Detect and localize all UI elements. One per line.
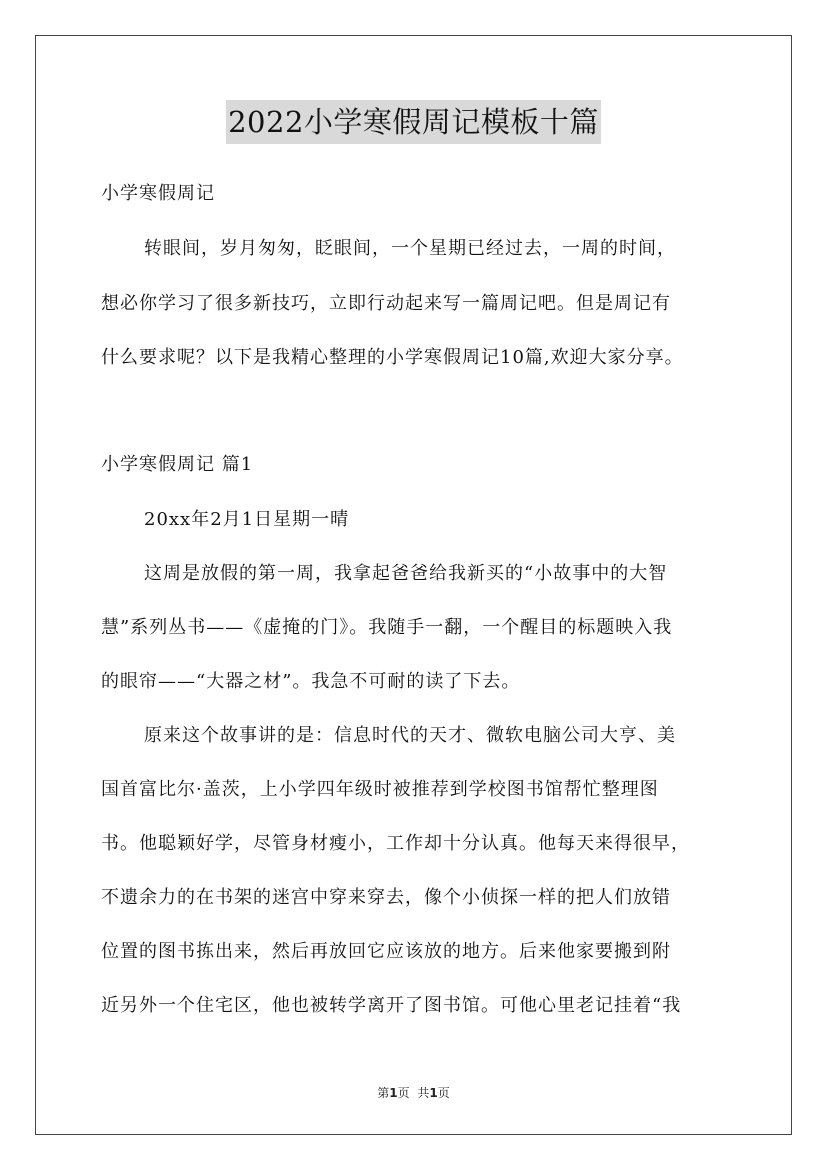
paragraph-line: 不遗余力的在书架的迷宫中穿来穿去，像个小侦探一样的把人们放错 xyxy=(101,887,671,908)
paragraph-line: 的眼帘——“大器之材”。我急不可耐的读了下去。 xyxy=(101,671,521,692)
paragraph-line: 位置的图书拣出来，然后再放回它应该放的地方。后来他家要搬到附 xyxy=(101,941,671,962)
paragraph-line: 这周是放假的第一周，我拿起爸爸给我新买的“小故事中的大智 xyxy=(144,563,668,584)
page-current: 1 xyxy=(389,1086,398,1100)
paragraph-line: 转眼间，岁月匆匆，眨眼间，一个星期已经过去，一周的时间， xyxy=(144,238,676,259)
paragraph-line: 书。他聪颖好学，尽管身材瘦小，工作却十分认真。他每天来得很早， xyxy=(101,833,690,854)
paragraph-line: 慧”系列丛书——《虚掩的门》。我随手一翻，一个醒目的标题映入我 xyxy=(101,617,673,638)
page-prefix: 第 xyxy=(377,1086,390,1100)
paragraph-line: 国首富比尔·盖茨，上小学四年级时被推荐到学校图书馆帮忙整理图 xyxy=(101,779,659,800)
page-total: 1 xyxy=(429,1086,438,1100)
title-container xyxy=(0,100,827,144)
page-footer xyxy=(0,1085,827,1101)
section-heading: 小学寒假周记 xyxy=(101,183,215,204)
paragraph-line: 原来这个故事讲的是：信息时代的天才、微软电脑公司大亨、美 xyxy=(144,725,676,746)
date-line: 20xx年2月1日星期一晴 xyxy=(144,509,350,530)
paragraph-line: 近另外一个住宅区，他也被转学离开了图书馆。可他心里老记挂着“我 xyxy=(101,995,682,1016)
paragraph-line: 什么要求呢？以下是我精心整理的小学寒假周记10篇,欢迎大家分享。 xyxy=(101,347,684,368)
section-heading: 小学寒假周记 篇1 xyxy=(101,454,254,475)
paragraph-line: 想必你学习了很多新技巧，立即行动起来写一篇周记吧。但是周记有 xyxy=(101,293,671,314)
page-unit: 页 xyxy=(397,1086,410,1100)
total-prefix: 共 xyxy=(417,1086,430,1100)
document-title: 2022小学寒假周记模板十篇 xyxy=(226,100,601,144)
total-unit: 页 xyxy=(437,1086,450,1100)
